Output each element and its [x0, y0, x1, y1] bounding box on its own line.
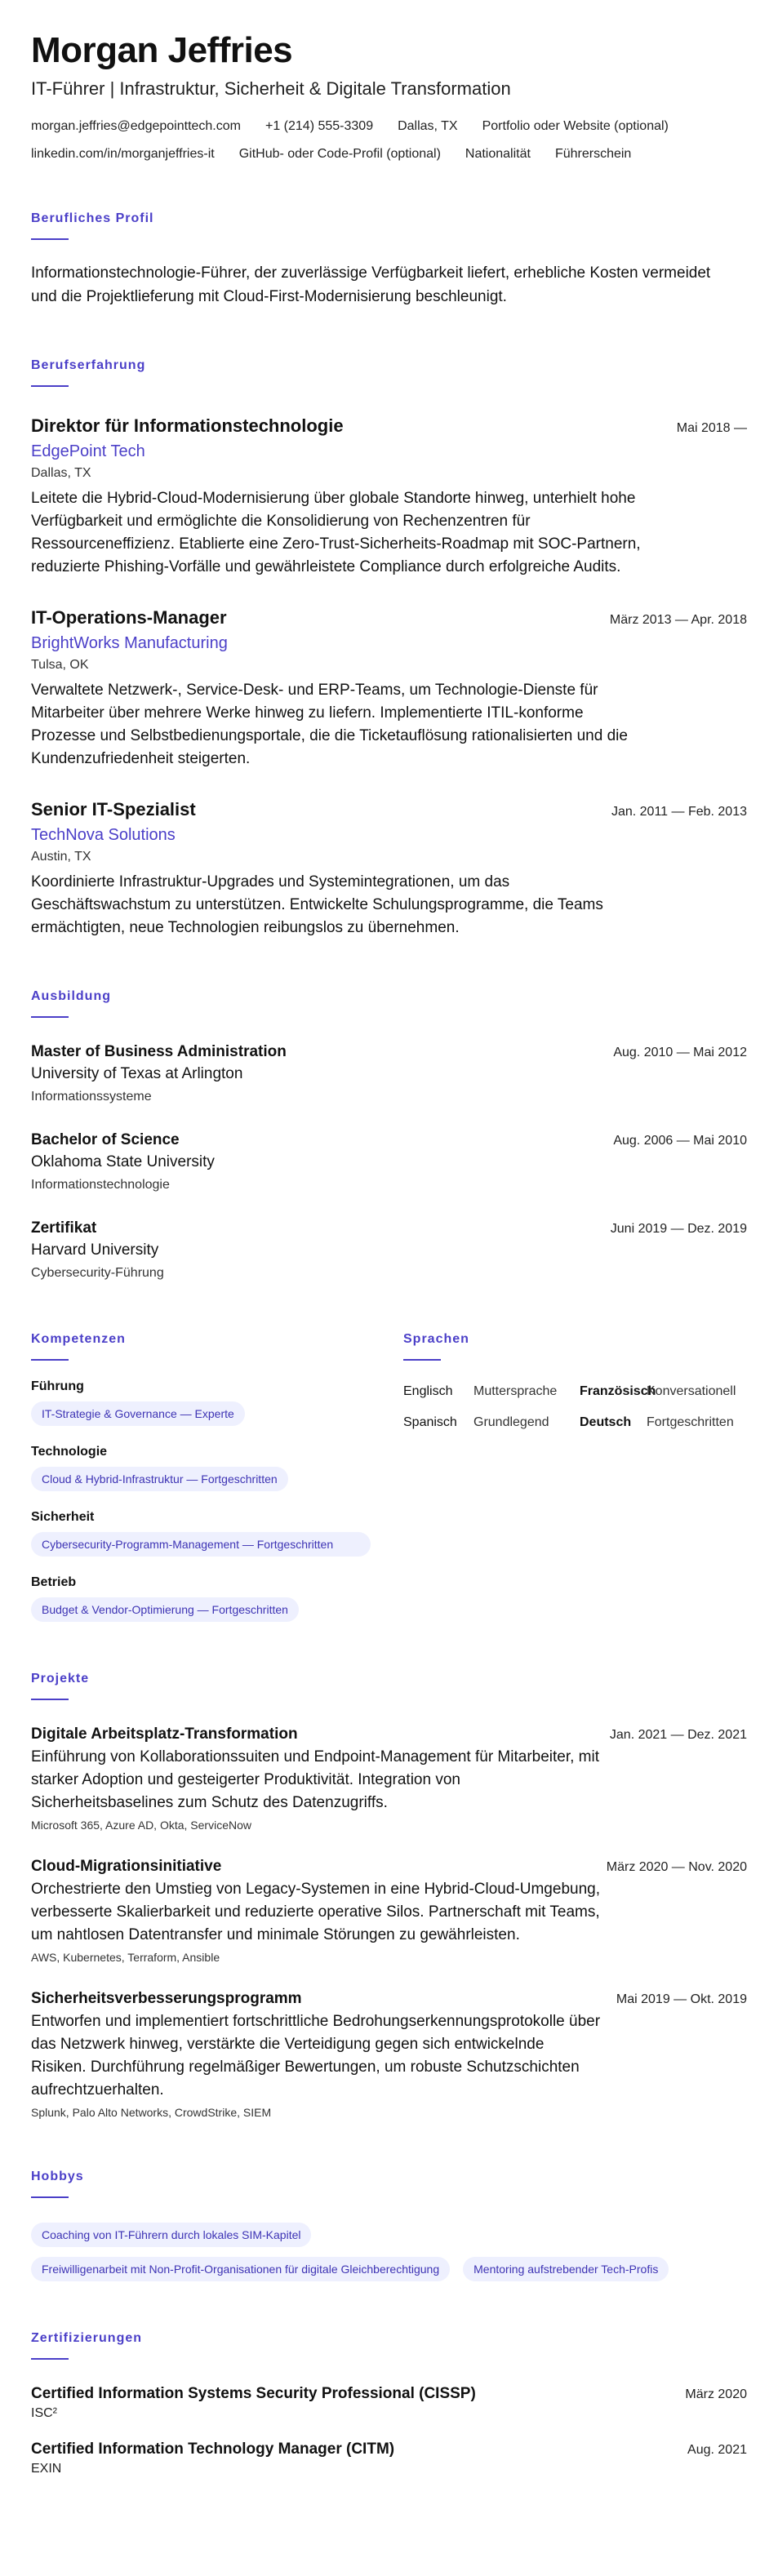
- certification-issuer: EXIN: [31, 2462, 62, 2476]
- education-section: [31, 988, 747, 1282]
- project-entry: [31, 1989, 747, 2120]
- job-company: EdgePoint Tech: [31, 442, 145, 460]
- project-entry: [31, 1857, 747, 1965]
- skill-chip: Cloud & Hybrid-Infrastruktur — Fortgeschritten: [31, 1467, 288, 1491]
- project-dates: Jan. 2021 — Dez. 2021: [609, 1728, 747, 1742]
- hobby-chip: Coaching von IT-Führern durch lokales SIM-Kapitel: [31, 2223, 311, 2247]
- certification-date: März 2020: [685, 2387, 747, 2401]
- skills-languages-row: [31, 1331, 747, 1622]
- education-entry: [31, 1042, 747, 1106]
- job-title: IT-Operations-Manager: [31, 607, 227, 628]
- contact-portfolio[interactable]: Portfolio oder Website (optional): [482, 119, 669, 133]
- skill-category: Sicherheit: [31, 1510, 95, 1524]
- section-title-projects: Projekte: [31, 1672, 90, 1686]
- contact-license: Führerschein: [554, 147, 632, 161]
- section-divider: [31, 1699, 69, 1700]
- skill-group: [31, 1444, 371, 1491]
- job-dates: Mai 2018 —: [676, 421, 747, 435]
- job-entry: [31, 798, 747, 939]
- section-divider: [403, 1359, 441, 1361]
- section-title-skills: Kompetenzen: [31, 1332, 126, 1346]
- section-divider: [31, 1016, 69, 1018]
- job-location: Dallas, TX: [31, 466, 91, 480]
- section-title-hobbies: Hobbys: [31, 2170, 84, 2183]
- education-field: Cybersecurity-Führung: [31, 1266, 164, 1280]
- job-dates: März 2013 — Apr. 2018: [609, 613, 747, 627]
- language-level: Grundlegend: [473, 1415, 549, 1429]
- education-field: Informationstechnologie: [31, 1178, 170, 1192]
- section-divider: [31, 238, 69, 240]
- section-divider: [31, 385, 69, 387]
- education-degree: Zertifikat: [31, 1219, 97, 1237]
- contact-phone[interactable]: +1 (214) 555-3309: [265, 119, 374, 133]
- job-entry: [31, 606, 747, 771]
- job-description: Leitete die Hybrid-Cloud-Modernisierung über globale Standorte hinweg, unterhielt hohe Verfügbarkeit und ermöglichte die Konsolidierung von Rechenzentren für Ressourceneffizienz. Etablierte eine Zero-Trust-Sicherheits-Roadmap mit SOC-Partnern, reduzierte Phishing-Vorfälle und gewährleistete Compliance durch erfolgreiche Audits.: [31, 490, 641, 575]
- certification-name: Certified Information Technology Manager (CITM): [31, 2441, 395, 2458]
- language-name: Französisch: [580, 1384, 656, 1398]
- job-entry: [31, 415, 747, 579]
- education-dates: Aug. 2010 — Mai 2012: [613, 1046, 747, 1059]
- certification-name: Certified Information Systems Security Professional (CISSP): [31, 2385, 476, 2402]
- section-divider: [31, 2196, 69, 2198]
- profile-summary: Informationstechnologie-Führer, der zuverlässige Verfügbarkeit liefert, erhebliche Kosten vermeidet und die Projektlieferung mit Cloud-First-Modernisierung beschleunigt.: [31, 264, 711, 305]
- project-description: Orchestrierte den Umstieg von Legacy-Systemen in eine Hybrid-Cloud-Umgebung, verbesserte Skalierbarkeit und reduzierte operative Silos. Partnerschaft mit Teams, um nahtlosen Datentransfer und minimale Störungen zu gewährleisten.: [31, 1881, 600, 1943]
- job-dates: Jan. 2011 — Feb. 2013: [611, 805, 747, 819]
- certification-entry: [31, 2384, 747, 2422]
- project-tech: Splunk, Palo Alto Networks, CrowdStrike, SIEM: [31, 2106, 272, 2119]
- education-entry: [31, 1219, 747, 1282]
- contact-email[interactable]: morgan.jeffries@edgepointtech.com: [31, 119, 241, 133]
- section-divider: [31, 2358, 69, 2360]
- skill-group: [31, 1509, 371, 1557]
- education-dates: Aug. 2006 — Mai 2010: [613, 1134, 747, 1148]
- language-name: Englisch: [403, 1384, 453, 1398]
- skill-category: Betrieb: [31, 1575, 77, 1589]
- section-title-experience: Berufserfahrung: [31, 358, 146, 372]
- contact-nationality: Nationalität: [465, 147, 531, 161]
- language-name: Deutsch: [580, 1415, 632, 1429]
- language-name: Spanisch: [403, 1415, 457, 1429]
- job-location: Austin, TX: [31, 850, 91, 864]
- section-title-languages: Sprachen: [403, 1332, 469, 1346]
- skill-chip: Cybersecurity-Programm-Management — Fortgeschritten: [31, 1532, 371, 1557]
- language-list: [403, 1383, 747, 1431]
- headline: IT-Führer | Infrastruktur, Sicherheit & Digitale Transformation: [31, 78, 511, 99]
- certification-issuer: ISC²: [31, 2406, 57, 2420]
- skill-chip: IT-Strategie & Governance — Experte: [31, 1401, 245, 1426]
- contact-location: Dallas, TX: [398, 119, 458, 133]
- project-title: Sicherheitsverbesserungsprogramm: [31, 1990, 302, 2007]
- job-title: Direktor für Informationstechnologie: [31, 415, 344, 436]
- education-school: Harvard University: [31, 1241, 159, 1259]
- education-degree: Bachelor of Science: [31, 1131, 180, 1148]
- project-tech: Microsoft 365, Azure AD, Okta, ServiceNow: [31, 1819, 251, 1832]
- experience-section: [31, 358, 747, 939]
- contact-linkedin[interactable]: linkedin.com/in/morganjeffries-it: [31, 147, 215, 161]
- candidate-name: Morgan Jeffries: [31, 30, 293, 70]
- skill-group: [31, 1574, 371, 1622]
- skill-category: Führung: [31, 1379, 84, 1393]
- skill-category: Technologie: [31, 1445, 108, 1459]
- skill-group: [31, 1379, 371, 1426]
- certifications-section: [31, 2330, 747, 2477]
- project-tech: AWS, Kubernetes, Terraform, Ansible: [31, 1951, 220, 1964]
- certification-date: Aug. 2021: [687, 2443, 747, 2457]
- project-description: Einführung von Kollaborationssuiten und Endpoint-Management für Mitarbeiter, mit starker Adoption und gesteigerter Produktivität. Integration von Sicherheitsbaselines zum Schutz des Datenzugriffs.: [31, 1748, 600, 1811]
- education-dates: Juni 2019 — Dez. 2019: [610, 1222, 747, 1236]
- contact-github[interactable]: GitHub- oder Code-Profil (optional): [238, 147, 441, 161]
- education-entry: [31, 1130, 747, 1194]
- languages-section: [403, 1331, 747, 1622]
- skills-section: [31, 1331, 371, 1622]
- hobby-list: [31, 2216, 747, 2281]
- job-description: Verwaltete Netzwerk-, Service-Desk- und ERP-Teams, um Technologie-Dienste für Mitarbeiter über mehrere Werke hinweg zu liefern. Implementierte ITIL-konforme Prozesse und Selbstbedienungsportale, die die Ticketauflösung rationalisierten und die Kundenzufriedenheit steigerten.: [31, 682, 628, 767]
- job-description: Koordinierte Infrastruktur-Upgrades und Systemintegrationen, um das Geschäftswachstum zu unterstützen. Entwickelte Schulungsprogramme, die Teams ermächtigten, neue Technologien reibungslos zu übernehmen.: [31, 873, 603, 936]
- project-title: Digitale Arbeitsplatz-Transformation: [31, 1725, 298, 1743]
- job-location: Tulsa, OK: [31, 658, 89, 672]
- resume-header: [31, 29, 747, 162]
- projects-section: [31, 1671, 747, 2120]
- section-title-certifications: Zertifizierungen: [31, 2331, 143, 2345]
- hobby-chip: Mentoring aufstrebender Tech-Profis: [463, 2257, 669, 2281]
- certification-entry: [31, 2440, 747, 2477]
- contact-list: [31, 119, 747, 162]
- section-title-education: Ausbildung: [31, 989, 111, 1003]
- job-company: TechNova Solutions: [31, 826, 176, 844]
- project-entry: [31, 1725, 747, 1832]
- project-dates: März 2020 — Nov. 2020: [606, 1860, 747, 1874]
- hobbies-section: [31, 2169, 747, 2281]
- education-field: Informationssysteme: [31, 1090, 152, 1104]
- project-dates: Mai 2019 — Okt. 2019: [616, 1992, 747, 2006]
- job-title: Senior IT-Spezialist: [31, 799, 196, 819]
- education-degree: Master of Business Administration: [31, 1043, 287, 1060]
- profile-section: [31, 211, 747, 309]
- education-school: University of Texas at Arlington: [31, 1065, 243, 1082]
- language-level: Fortgeschritten: [647, 1415, 734, 1429]
- section-divider: [31, 1359, 69, 1361]
- job-company: BrightWorks Manufacturing: [31, 634, 228, 652]
- section-title-profile: Berufliches Profil: [31, 211, 154, 225]
- hobby-chip: Freiwilligenarbeit mit Non-Profit-Organisationen für digitale Gleichberechtigung: [31, 2257, 450, 2281]
- language-level: Muttersprache: [473, 1384, 558, 1398]
- education-school: Oklahoma State University: [31, 1153, 215, 1170]
- skill-chip: Budget & Vendor-Optimierung — Fortgeschritten: [31, 1597, 299, 1622]
- language-level: Konversationell: [647, 1384, 736, 1398]
- project-title: Cloud-Migrationsinitiative: [31, 1858, 222, 1875]
- project-description: Entworfen und implementiert fortschrittliche Bedrohungserkennungsprotokolle über das Netzwerk hinweg, verstärkte die Verteidigung gegen sich entwickelnde Risiken. Durchführung regelmäßiger Bewertungen, um robuste Schutzschichten aufrechtzuerhalten.: [31, 2013, 601, 2099]
